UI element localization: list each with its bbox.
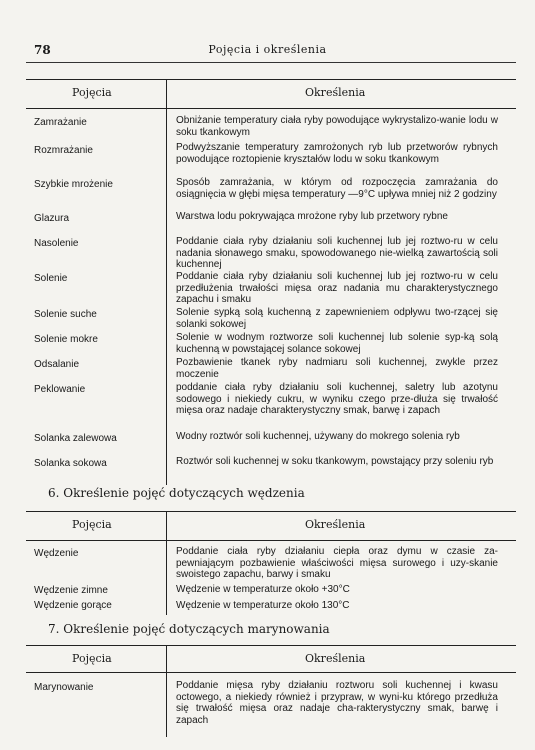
- definition-cell: Pozbawienie tkanek ryby nadmiaru soli kuchennej, zwykle przez moczenie: [176, 357, 498, 380]
- definition-cell: Roztwór soli kuchennej w soku tkankowym, powstający przy soleniu ryb: [176, 456, 494, 467]
- term-cell: Nasolenie: [34, 238, 79, 249]
- term-column-header: Pojęcia: [72, 518, 112, 531]
- term-cell: Odsalanie: [34, 359, 80, 370]
- definition-cell: Wędzenie w temperaturze około 130°C: [176, 600, 350, 611]
- term-cell: Rozmrażanie: [34, 145, 93, 156]
- definition-cell: Poddanie ciała ryby działaniu ciepła oraz dymu w czasie za-pewniającym pozbawienie właściwości mięsa surowego i uzy-skanie swoistego zapachu, barwy i smaku: [176, 546, 498, 580]
- term-cell: Wędzenie: [34, 548, 79, 559]
- section-6-title: 6. Określenie pojęć dotyczących wędzenia: [48, 486, 305, 500]
- header-bottom-rule: [26, 540, 516, 541]
- term-cell: Marynowanie: [34, 682, 94, 693]
- definition-cell: Poddanie ciała ryby działaniu soli kuchennej lub jej roztwo-ru w celu nadania słonawego smaku, spowodowanego nie-wielką zawartością soli kuchennej: [176, 236, 498, 270]
- page-number: 78: [34, 43, 51, 57]
- table-top-rule: [26, 645, 516, 646]
- term-cell: Zamrażanie: [34, 117, 87, 128]
- definition-cell: Warstwa lodu pokrywająca mrożone ryby lub przetwory rybne: [176, 211, 448, 222]
- definition-column-header: Określenia: [305, 86, 366, 99]
- header-bottom-rule: [26, 672, 516, 673]
- definition-cell: Obniżanie temperatury ciała ryby powodujące wykrystalizo-wanie lodu w soku tkankowym: [176, 115, 498, 138]
- definition-cell: Sposób zamrażania, w którym od rozpoczęcia zamrażania do osiągnięcia w głębi mięsa temperatury —9°C upływa mniej niż 2 godziny: [176, 177, 498, 200]
- term-cell: Solenie mokre: [34, 334, 98, 345]
- column-divider: [166, 79, 167, 485]
- column-divider: [166, 511, 167, 615]
- term-cell: Solenie: [34, 273, 68, 284]
- term-cell: Szybkie mrożenie: [34, 179, 113, 190]
- definition-cell: Solenie sypką solą kuchenną z zapewnieniem odpływu two-rzącej się solanki sokowej: [176, 307, 498, 330]
- definition-cell: poddanie ciała ryby działaniu soli kuchennej, saletry lub azotynu sodowego i niekiedy cukru, w wyniku czego prze-dłuża się trwałość mięsa oraz nadaje charakterystyczny smak, barwę i zapach: [176, 382, 498, 416]
- term-cell: Solanka zalewowa: [34, 433, 117, 444]
- running-title: Pojęcia i określenia: [208, 43, 327, 56]
- header-rule: [26, 62, 516, 63]
- definition-cell: Solenie w wodnym roztworze soli kuchennej lub solenie syp-ką solą kuchenną w powstającej solance sokowej: [176, 332, 498, 355]
- table-top-rule: [26, 79, 516, 80]
- definition-cell: Poddanie mięsa ryby działaniu roztworu soli kuchennej i kwasu octowego, a niekiedy również i przypraw, w wyni-ku którego przedłuża się trwałość mięsa oraz nadaje cha-rakterystyczny smak, barwę i zapach: [176, 680, 498, 726]
- definition-cell: Podwyższanie temperatury zamrożonych ryb lub przetworów rybnych powodujące roztopienie kryształów lodu w soku tkankowym: [176, 142, 498, 165]
- term-cell: Peklowanie: [34, 384, 86, 395]
- definition-cell: Wędzenie w temperaturze około +30°C: [176, 584, 350, 595]
- table-top-rule: [26, 511, 516, 512]
- term-column-header: Pojęcia: [72, 652, 112, 665]
- term-column-header: Pojęcia: [72, 86, 112, 99]
- definition-cell: Poddanie ciała ryby działaniu soli kuchennej lub jej roztwo-ru w celu przedłużenia trwałości mięsa oraz nadania mu charakterystycznego zapachu i smaku: [176, 271, 498, 305]
- column-divider: [166, 645, 167, 737]
- term-cell: Wędzenie gorące: [34, 600, 112, 611]
- definition-column-header: Określenia: [305, 652, 366, 665]
- term-cell: Wędzenie zimne: [34, 585, 108, 596]
- definition-column-header: Określenia: [305, 518, 366, 531]
- definition-cell: Wodny roztwór soli kuchennej, używany do mokrego solenia ryb: [176, 431, 460, 442]
- term-cell: Solanka sokowa: [34, 458, 107, 469]
- term-cell: Glazura: [34, 213, 70, 224]
- header-bottom-rule: [26, 108, 516, 109]
- term-cell: Solenie suche: [34, 309, 97, 320]
- section-7-title: 7. Określenie pojęć dotyczących marynowania: [48, 622, 330, 636]
